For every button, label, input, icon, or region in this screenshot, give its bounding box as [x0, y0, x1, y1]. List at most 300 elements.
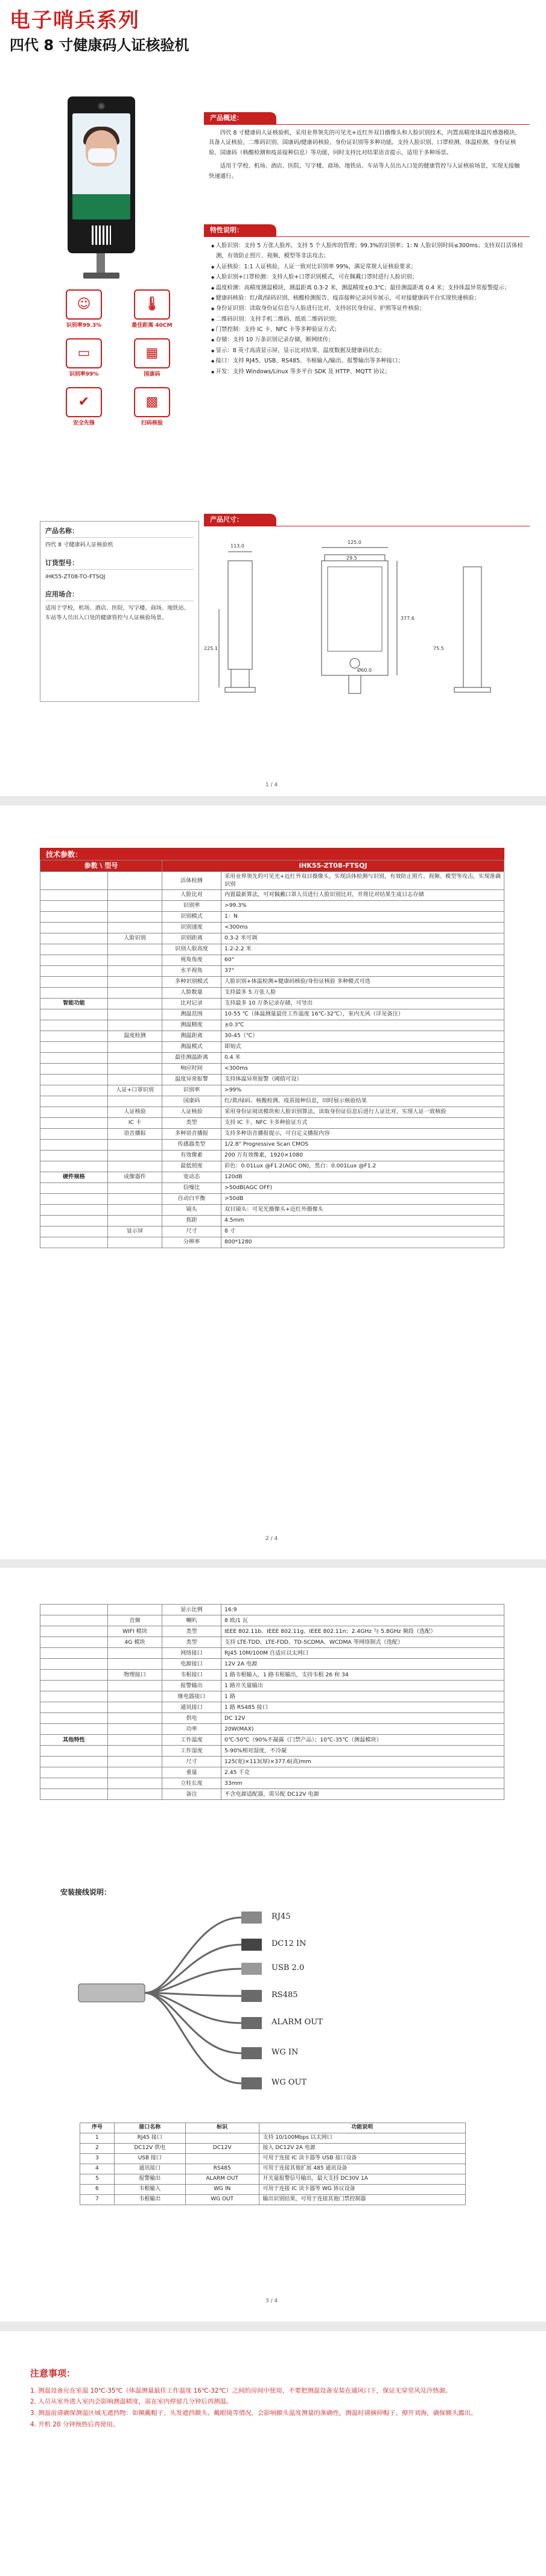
- table-cell: 即刻式: [221, 1041, 504, 1052]
- table-cell: [40, 1626, 108, 1637]
- table-cell: [108, 871, 162, 889]
- table-row: [40, 1767, 504, 1778]
- table-row: [40, 1746, 504, 1757]
- tech-table-body: [40, 871, 504, 1248]
- table-cell: [40, 1691, 108, 1702]
- table-cell: 测温范围: [162, 1009, 221, 1020]
- table-cell: 4G 模块: [108, 1637, 162, 1648]
- table-cell: USB 接口: [114, 2154, 185, 2164]
- table-cell: 支持 10/100Mbps 以太网口: [259, 2133, 465, 2144]
- table-row: [40, 1052, 504, 1063]
- table-cell: 成像器件: [108, 1172, 162, 1182]
- table-cell: 20W(MAX): [221, 1724, 504, 1735]
- table-cell: [108, 1237, 162, 1248]
- table-row: [40, 1637, 504, 1648]
- table-cell: [40, 1009, 108, 1020]
- table-cell: [40, 1670, 108, 1681]
- table-cell: 输出识别结果，可用于连接其他门禁控制器: [259, 2195, 465, 2205]
- table-cell: 37°: [221, 965, 504, 976]
- note-item: 3. 测温前请确保测温区域无遮挡物：如佩戴帽子、头发遮挡额头、戴眼镜等情况，会影响额头温度测量的准确性，测温时请摘掉帽子、撩开刘海，确保额头露出。: [30, 2410, 477, 2417]
- table-cell: 测温距离: [162, 1031, 221, 1041]
- product-name-value: 四代 8 寸健康码人证核验机: [45, 541, 113, 548]
- cable-label: ALARM OUT: [271, 2018, 323, 2027]
- table-cell: [40, 965, 108, 976]
- table-cell: 智能功能: [40, 998, 108, 1009]
- table-cell: [40, 1074, 108, 1085]
- table-row: [40, 998, 504, 1009]
- table-cell: 音频: [108, 1615, 162, 1626]
- product-info-box: [40, 521, 199, 702]
- table-row: [40, 1085, 504, 1096]
- table-cell: [108, 1074, 162, 1085]
- table-cell: [40, 1659, 108, 1670]
- feature-bullet: ◆ 人脸识别+口罩检测：支持人脸+口罩识别模式，可在佩戴口罩时进行人脸识别；: [210, 272, 530, 282]
- dim-label: 377.6: [401, 616, 414, 621]
- table-row: [40, 1041, 504, 1052]
- dim-label: 29.5: [346, 555, 357, 561]
- table-cell: [40, 1139, 108, 1150]
- table-cell: 4.5mm: [221, 1215, 504, 1226]
- table-cell: 信噪比: [162, 1182, 221, 1193]
- device-screen: [72, 113, 130, 219]
- order-model-value: iHK55-ZT08-TO-FTSQJ: [45, 573, 106, 580]
- table-cell: [108, 911, 162, 922]
- table-cell: [108, 1778, 162, 1789]
- table-cell: 7: [80, 2195, 115, 2205]
- table-cell: 可用于连接 IC 读卡器等 USB 接口设备: [259, 2154, 465, 2164]
- feature-bullet: ◆ 二维码识别：支持手机二维码、纸质二维码识别；: [210, 314, 530, 324]
- install-heading: 安装接线说明：: [60, 1888, 112, 1896]
- table-cell: [40, 1063, 108, 1074]
- table-cell: [108, 1691, 162, 1702]
- table-cell: [185, 2154, 259, 2164]
- table-header-cell: iHK55-ZT08-FTSQJ: [162, 860, 504, 872]
- table-row: [40, 1778, 504, 1789]
- table-cell: [108, 1020, 162, 1031]
- table-cell: 视角角度: [162, 955, 221, 965]
- feature-bullet: ◆ 人证核验：1:1 人证核验，人证一致对比识别率 99%，满足常规人证核验要求；: [210, 262, 530, 272]
- table-cell: [108, 1767, 162, 1778]
- dimensions-section: [204, 514, 530, 526]
- table-cell: 人证核验: [162, 1106, 221, 1117]
- table-cell: [40, 911, 108, 922]
- table-cell: [40, 1605, 108, 1615]
- features-heading: 特性说明：: [204, 224, 276, 236]
- table-cell: 识别模式: [162, 911, 221, 922]
- table-cell: [40, 1204, 108, 1215]
- table-cell: 显示比例: [162, 1605, 221, 1615]
- table-cell: [108, 976, 162, 987]
- table-cell: 识别人脸高度: [162, 944, 221, 955]
- table-cell: 温度异常报警: [162, 1074, 221, 1085]
- table-header: 序号 接口名称 标识 功能说明: [80, 2123, 466, 2133]
- feature-bullet: ◆ 身份证识别：读取身份证信息与人脸进行比对，支持居民身份证、护照等证件核验；: [210, 303, 530, 314]
- camera-icon: [98, 103, 105, 110]
- table-cell: IEEE 802.11b、IEEE 802.11g、IEEE 802.11n；2.4GHz 与 5.8GHz 频段（选配）: [221, 1626, 504, 1637]
- table-row: [40, 1659, 504, 1670]
- note-item: 2. 人员从室外进入室内会影响测温精度，需在室内停留几分钟后再测温。: [30, 2398, 233, 2406]
- dimensions-heading: 产品尺寸：: [204, 514, 276, 526]
- table-cell: WIFI 模块: [108, 1626, 162, 1637]
- table-cell: [108, 955, 162, 965]
- table-cell: 备注: [162, 1789, 221, 1800]
- table-cell: 识别距离: [162, 933, 221, 944]
- table-cell: 功率: [162, 1724, 221, 1735]
- dim-label: 75.5: [433, 646, 444, 651]
- dimension-diagram: [204, 531, 542, 730]
- table-cell: [40, 922, 108, 933]
- feature-bullet: ◆ 显示：8 英寸高清显示屏，显示比对结果、温度数据及健康码状态；: [210, 346, 530, 356]
- table-row: [40, 1681, 504, 1691]
- table-cell: [40, 1193, 108, 1204]
- table-cell: >50dB: [221, 1193, 504, 1204]
- page-1: [0, 0, 546, 796]
- application-value: 适用于学校、机场、酒店、医院、写字楼、商场、地铁站、车站等人员出入口处的健康管控与人证核验场景。: [45, 605, 189, 621]
- table-row: [40, 1172, 504, 1182]
- table-cell: [108, 922, 162, 933]
- table-cell: 宽动态: [162, 1172, 221, 1182]
- table-row: [40, 1106, 504, 1117]
- table-row: [40, 1139, 504, 1150]
- table-cell: 通讯接口: [114, 2164, 185, 2174]
- feature-bullet: ◆ 门禁控制：支持 IC 卡、NFC 卡等多种验证方式；: [210, 324, 530, 335]
- table-cell: 韦根输出: [114, 2195, 185, 2205]
- table-cell: 人证+口罩识别: [108, 1085, 162, 1096]
- table-cell: [40, 1681, 108, 1691]
- table-cell: [108, 1789, 162, 1800]
- feature-bullet: ◆ 人脸识别：支持 5 万张人脸库，支持 5 个人脸库的管理；99.3%的识别率；1: N 人脸识别时间≤300ms；支持双目活体检测，有效防止照片、视频、模型等非法攻击；: [210, 241, 530, 262]
- qr-code-icon: ▩: [134, 387, 170, 417]
- table-cell: 0℃-50℃（90%不凝露（门禁产品）；10℃-35℃（测温模块）: [221, 1735, 504, 1746]
- cable-label: RJ45: [271, 1912, 291, 1921]
- table-cell: RS485: [185, 2164, 259, 2174]
- table-cell: <300ms: [221, 1063, 504, 1074]
- table-cell: 测温精度: [162, 1020, 221, 1031]
- table-cell: 10-55 ℃（体温测量最佳工作温度 16℃-32℃），室内无风（详见备注）: [221, 1009, 504, 1020]
- table-cell: 尺寸: [162, 1757, 221, 1767]
- table-cell: RJ45 接口: [114, 2133, 185, 2144]
- cable-harness-diagram: [72, 1905, 410, 2098]
- order-model-label: 订货型号：: [45, 558, 194, 570]
- table-cell: 最佳测温距离: [162, 1052, 221, 1063]
- table-cell: DC12V 供电: [114, 2144, 185, 2154]
- feature-bullet: ◆ 温度检测：高精度测温模块，测温距离 0.3-2 米，测温精度±0.3℃；最佳测温距离 0.4 米；支持体温异常报警提示；: [210, 283, 530, 293]
- dimension-drawing: [204, 531, 542, 706]
- table-row: [40, 1009, 504, 1020]
- table-cell: [108, 889, 162, 900]
- table-cell: 8 欧/1 瓦: [221, 1615, 504, 1626]
- table-row: [40, 1215, 504, 1226]
- table-cell: 0.4 米: [221, 1052, 504, 1063]
- table-row: [40, 1670, 504, 1681]
- table-cell: [108, 1052, 162, 1063]
- table-cell: [40, 1724, 108, 1735]
- series-title: 电子哨兵系列: [10, 8, 140, 33]
- page-4: [0, 2331, 546, 2576]
- table-cell: [40, 1096, 108, 1106]
- table-row: [40, 1626, 504, 1637]
- feature-bullet: ◆ 健康码核验：红/黄/绿码识别、核酸检测报告、疫苗接种记录同步展示，可对接健康码平台实现快速核验；: [210, 293, 530, 303]
- table-cell: [108, 998, 162, 1009]
- overview-paragraph: 适用于学校、机场、酒店、医院、写字楼、商场、地铁站、车站等人员出入口处的健康管控与人证核验场景，实现无接触快速通行。: [209, 163, 520, 180]
- table-cell: [108, 1009, 162, 1020]
- table-cell: 800*1280: [221, 1237, 504, 1248]
- table-cell: [40, 1052, 108, 1063]
- table-row: [40, 1702, 504, 1713]
- table-cell: 分辨率: [162, 1237, 221, 1248]
- table-cell: [40, 1767, 108, 1778]
- table-cell: 支持 IC 卡、NFC 卡多种验证方式: [221, 1117, 504, 1128]
- table-cell: 自动白平衡: [162, 1193, 221, 1204]
- table-cell: [40, 1778, 108, 1789]
- table-cell: WG IN: [185, 2185, 259, 2195]
- table-cell: 30-45（℃）: [221, 1031, 504, 1041]
- table-cell: [108, 1735, 162, 1746]
- table-cell: 测温模式: [162, 1041, 221, 1052]
- table-cell: [40, 1713, 108, 1724]
- table-cell: 开关量报警信号输出，最大支持 DC30V 1A: [259, 2174, 465, 2185]
- table-cell: <300ms: [221, 922, 504, 933]
- table-cell: [40, 1161, 108, 1172]
- table-cell: [108, 944, 162, 955]
- table-cell: [40, 1085, 108, 1096]
- feature-item: ▦ 国康码: [119, 338, 185, 379]
- table-cell: 物理接口: [108, 1670, 162, 1681]
- table-cell: 人证核验: [108, 1106, 162, 1117]
- feature-item: ▭ 识别率99%: [51, 338, 117, 379]
- id-card-icon: ▭: [66, 338, 102, 368]
- table-cell: [108, 1724, 162, 1735]
- table-cell: 支持 LTE-TDD、LTE-FDD、TD-SCDMA、WCDMA 等网络制式（选配）: [221, 1637, 504, 1648]
- table-cell: [108, 1193, 162, 1204]
- table-cell: [108, 987, 162, 998]
- table-cell: 尺寸: [162, 1226, 221, 1237]
- table-cell: 1/2.8" Progressive Scan CMOS: [221, 1139, 504, 1150]
- table-header: [40, 860, 504, 872]
- table-cell: 可用于连接其他扩展 485 通讯设备: [259, 2164, 465, 2174]
- table-cell: [108, 1659, 162, 1670]
- table-cell: 识别速度: [162, 922, 221, 933]
- table-cell: 比对记录: [162, 998, 221, 1009]
- table-cell: 活体检测: [162, 871, 221, 889]
- table-cell: 5: [80, 2174, 115, 2185]
- page-2: [0, 806, 546, 1559]
- page-number: 2 / 4: [265, 1536, 278, 1542]
- thermometer-icon: 🌡: [134, 289, 170, 320]
- table-row: [40, 1096, 504, 1106]
- overview-paragraph: 四代 8 寸健康码人证核验机，采用业界领先的可见光+近红外双目摄像头和人脸识别技术，内置高精度体温传感器模块，具备人证核验、二维码识别、国康码/健康码核验、身份证识别等多种功能。支持人脸识别、口罩检测、体温检测、身份证核验、国康码（核酸检测和疫苗接种信息）等功能，同时支持比对结果语音提示，适用于多种场景。: [209, 129, 521, 156]
- table-cell: 喇叭: [162, 1615, 221, 1626]
- table-cell: [108, 1150, 162, 1161]
- tech-table-body-2: [40, 1605, 504, 1800]
- table-cell: [40, 871, 108, 889]
- table-cell: 3: [80, 2154, 115, 2164]
- table-cell: [108, 1041, 162, 1052]
- table-row: [40, 1182, 504, 1193]
- table-cell: 重量: [162, 1767, 221, 1778]
- table-cell: 5-90%相对湿度，不冷凝: [221, 1746, 504, 1757]
- table-cell: 2.45 千克: [221, 1767, 504, 1778]
- table-cell: [108, 1713, 162, 1724]
- cable-label: WG IN: [271, 2048, 299, 2057]
- table-row: [40, 1789, 504, 1800]
- table-cell: 1 路 RS485 接口: [221, 1702, 504, 1713]
- table-row: [40, 900, 504, 911]
- table-cell: [40, 944, 108, 955]
- table-cell: [40, 1648, 108, 1659]
- table-cell: 多种识别模式: [162, 976, 221, 987]
- table-cell: 6: [80, 2185, 115, 2195]
- table-cell: 0.3-2 米可调: [221, 933, 504, 944]
- table-cell: [40, 1237, 108, 1248]
- table-cell: 60°: [221, 955, 504, 965]
- page-3: [0, 1568, 546, 2322]
- table-cell: WG OUT: [185, 2195, 259, 2205]
- table-row: [40, 1724, 504, 1735]
- table-cell: DC12V: [185, 2144, 259, 2154]
- table-cell: 供电: [162, 1713, 221, 1724]
- overview-heading: 产品概述：: [204, 112, 276, 124]
- table-row: [80, 2174, 466, 2185]
- wire-table: [80, 2123, 466, 2205]
- table-cell: [108, 1096, 162, 1106]
- cable-label: DC12 IN: [271, 1939, 306, 1948]
- feature-icons: [51, 289, 189, 436]
- table-cell: 彩色：0.01Lux @F1.2(AGC ON)，黑白：0.001Lux @F1.2: [221, 1161, 504, 1172]
- table-cell: 最低照度: [162, 1161, 221, 1172]
- table-row: [40, 965, 504, 976]
- qr-code-icon: [92, 226, 111, 245]
- table-cell: 工作湿度: [162, 1746, 221, 1757]
- features-section: [204, 224, 530, 377]
- table-cell: [40, 1117, 108, 1128]
- table-cell: 通讯接口: [162, 1702, 221, 1713]
- table-cell: 支持体温异常报警（阈值可设）: [221, 1074, 504, 1085]
- table-cell: >99.3%: [221, 900, 504, 911]
- tech-params-table-2: [40, 1604, 504, 1800]
- table-cell: 人脸比对: [162, 889, 221, 900]
- table-cell: 红/黄/绿码、核酸检测、疫苗接种信息，同时展示核验结果: [221, 1096, 504, 1106]
- table-cell: 识别率: [162, 900, 221, 911]
- table-cell: [40, 900, 108, 911]
- table-row: [40, 1237, 504, 1248]
- table-cell: 类型: [162, 1117, 221, 1128]
- dim-label: 225.1: [204, 646, 218, 651]
- tech-params-table: [40, 860, 504, 1248]
- table-cell: 类型: [162, 1637, 221, 1648]
- table-cell: 其他特性: [40, 1735, 108, 1746]
- feature-item: ☺ 识别率99.3%: [51, 289, 117, 330]
- table-row: [40, 922, 504, 933]
- table-cell: [108, 1746, 162, 1757]
- table-cell: 立柱长度: [162, 1778, 221, 1789]
- table-row: [40, 1020, 504, 1031]
- wire-table-body: [80, 2133, 466, 2205]
- table-cell: 200 万有效像素，1920×1080: [221, 1150, 504, 1161]
- application-label: 应用场合：: [45, 590, 194, 601]
- table-cell: [40, 1637, 108, 1648]
- device-image: [68, 96, 135, 253]
- table-cell: 采用身份证阅读模块和人脸识别算法，读取身份证信息后进行人证比对，实现人证一致核验: [221, 1106, 504, 1117]
- table-row: [40, 1161, 504, 1172]
- table-cell: 1 路开关量输出: [221, 1681, 504, 1691]
- table-cell: [108, 1182, 162, 1193]
- table-cell: 4: [80, 2164, 115, 2174]
- table-cell: 内置最新算法，可对佩戴口罩人员进行人脸识别比对，并将比对结果生成日志存储: [221, 889, 504, 900]
- table-row: [40, 1713, 504, 1724]
- feature-item: ▩ 扫码核验: [119, 387, 185, 428]
- table-row: [40, 1117, 504, 1128]
- dim-label: 125.0: [348, 540, 361, 545]
- table-cell: 报警输出: [114, 2174, 185, 2185]
- table-cell: 1 路韦根输入，1 路韦根输出，支持韦根 26 和 34: [221, 1670, 504, 1681]
- table-cell: RJ45 10M/100M 自适应以太网口: [221, 1648, 504, 1659]
- table-cell: 传感器类型: [162, 1139, 221, 1150]
- table-cell: [40, 1702, 108, 1713]
- notes-heading: 注意事项：: [30, 2368, 76, 2379]
- table-row: [80, 2185, 466, 2195]
- table-cell: [185, 2133, 259, 2144]
- page-number: 1 / 4: [265, 782, 278, 788]
- table-cell: 120dB: [221, 1172, 504, 1182]
- table-cell: [40, 1182, 108, 1193]
- table-cell: [40, 1020, 108, 1031]
- table-cell: >50dB(AGC OFF): [221, 1182, 504, 1193]
- face-scan-icon: ☺: [66, 289, 102, 320]
- table-cell: [108, 1139, 162, 1150]
- table-cell: 韦根接口: [162, 1670, 221, 1681]
- table-cell: [108, 1161, 162, 1172]
- table-cell: 报警输出: [162, 1681, 221, 1691]
- table-row: [40, 1128, 504, 1139]
- feature-item: ✔ 安全先锋: [51, 387, 117, 428]
- product-name-label: 产品名称：: [45, 526, 194, 538]
- table-row: [40, 1605, 504, 1615]
- table-row: [40, 1031, 504, 1041]
- table-cell: [108, 1063, 162, 1074]
- table-cell: [108, 1757, 162, 1767]
- table-cell: 可用于连接 IC 读卡器等 WG 协议设备: [259, 2185, 465, 2195]
- table-cell: IC 卡: [108, 1117, 162, 1128]
- table-cell: [40, 976, 108, 987]
- table-cell: 1.2-2.2 米: [221, 944, 504, 955]
- table-cell: [108, 1605, 162, 1615]
- table-cell: 显示屏: [108, 1226, 162, 1237]
- table-row: [40, 944, 504, 955]
- table-row: [40, 871, 504, 889]
- cable-diagram: [72, 1905, 410, 2098]
- page-number: 3 / 4: [265, 2298, 278, 2304]
- table-cell: 焦距: [162, 1215, 221, 1226]
- table-cell: 镜头: [162, 1204, 221, 1215]
- table-cell: ALARM OUT: [185, 2174, 259, 2185]
- table-cell: [108, 1702, 162, 1713]
- notes-section: [30, 2367, 525, 2431]
- table-cell: 支持多种语音播报提示，可自定义播报内容: [221, 1128, 504, 1139]
- table-cell: [108, 1215, 162, 1226]
- table-cell: [108, 1648, 162, 1659]
- table-cell: 双目镜头：可见光摄像头+近红外摄像头: [221, 1204, 504, 1215]
- table-row: [40, 1193, 504, 1204]
- table-cell: 采用业界领先的可见光+近红外双目摄像头，实现活体检测与识别，有效防止照片、视频、模型等攻击，实现准确识别: [221, 871, 504, 889]
- table-cell: [40, 1615, 108, 1626]
- table-cell: 语音播报: [108, 1128, 162, 1139]
- table-row: [80, 2164, 466, 2174]
- table-cell: 16:9: [221, 1605, 504, 1615]
- table-cell: 国康码: [162, 1096, 221, 1106]
- table-cell: [40, 1746, 108, 1757]
- table-row: [40, 911, 504, 922]
